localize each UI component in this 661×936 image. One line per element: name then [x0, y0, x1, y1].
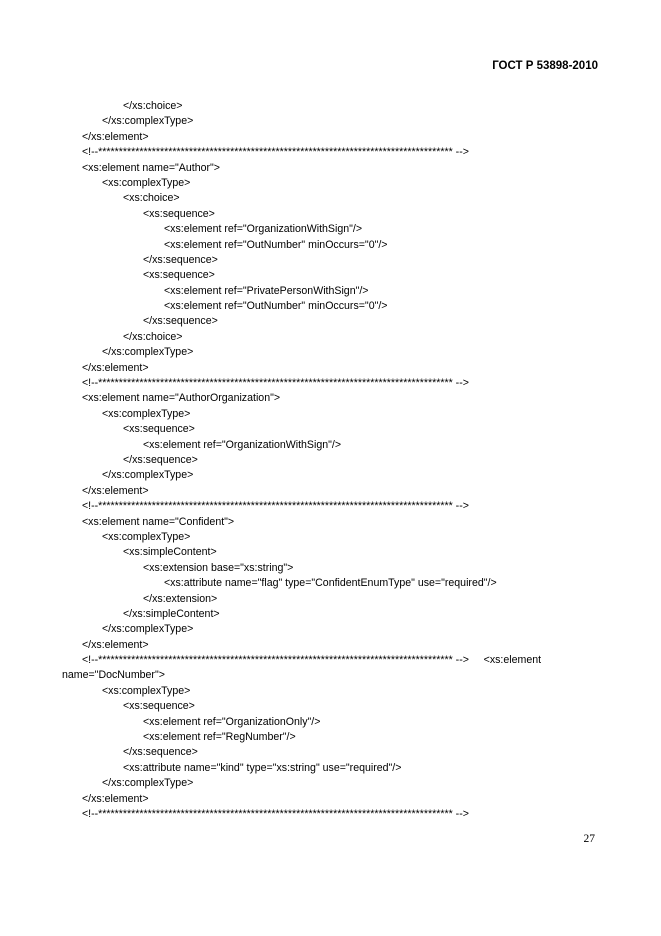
code-line: <xs:sequence> [143, 269, 215, 282]
code-line: </xs:sequence> [123, 453, 198, 466]
code-line: <xs:sequence> [123, 700, 195, 713]
code-line: <xs:extension base="xs:string"> [143, 561, 294, 574]
code-line: <!--************************************************************************************** --> <xs:element [82, 654, 542, 667]
code-line: </xs:complexType> [102, 623, 194, 636]
code-line: <!--************************************************************************************** --> [82, 146, 469, 159]
code-line: <xs:simpleContent> [123, 546, 217, 559]
code-line: <xs:complexType> [102, 176, 191, 189]
code-line: <xs:element ref="PrivatePersonWithSign"/> [164, 284, 369, 297]
code-line: <xs:element ref="RegNumber"/> [143, 731, 296, 744]
code-line: <xs:complexType> [102, 407, 191, 420]
code-line: </xs:sequence> [123, 746, 198, 759]
code-line: <xs:sequence> [123, 423, 195, 436]
code-line: </xs:sequence> [143, 315, 218, 328]
code-line: <xs:element name="Confident"> [82, 515, 235, 528]
code-line: <xs:element ref="OutNumber" minOccurs="0"/> [164, 300, 388, 313]
code-line: <xs:element ref="OrganizationWithSign"/> [164, 223, 363, 236]
code-line: </xs:sequence> [143, 253, 218, 266]
code-line: </xs:element> [82, 792, 149, 805]
code-line: </xs:complexType> [102, 777, 194, 790]
code-line: <xs:complexType> [102, 684, 191, 697]
code-line: </xs:choice> [123, 330, 183, 343]
code-line: </xs:element> [82, 484, 149, 497]
code-line: </xs:choice> [123, 100, 183, 112]
code-line: </xs:element> [82, 638, 149, 651]
code-line: </xs:complexType> [102, 469, 194, 482]
code-line: name="DocNumber"> [62, 669, 165, 682]
code-line: <xs:complexType> [102, 530, 191, 543]
page-number: 27 [583, 833, 595, 845]
xml-code-block [0, 99, 661, 822]
code-line: </xs:extension> [143, 592, 218, 605]
document-header: ГОСТ Р 53898-2010 [492, 60, 598, 72]
code-line: <xs:attribute name="flag" type="ConfidentEnumType" use="required"/> [164, 577, 497, 590]
code-line: <xs:element name="Author"> [82, 161, 220, 174]
code-line: </xs:complexType> [102, 115, 194, 128]
code-line: <!--************************************************************************************** --> [82, 377, 469, 390]
code-line: </xs:element> [82, 130, 149, 143]
code-line: <!--************************************************************************************** --> [82, 500, 469, 513]
code-line: <xs:element name="AuthorOrganization"> [82, 392, 281, 405]
code-line: <!--************************************************************************************** --> [82, 807, 469, 820]
code-line: </xs:simpleContent> [123, 607, 220, 620]
code-line: <xs:sequence> [143, 207, 215, 220]
code-line: <xs:choice> [123, 192, 180, 205]
code-line: </xs:element> [82, 361, 149, 374]
code-line: </xs:complexType> [102, 346, 194, 359]
code-line: <xs:attribute name="kind" type="xs:string" use="required"/> [123, 761, 402, 774]
code-line: <xs:element ref="OrganizationOnly"/> [143, 715, 321, 728]
code-line: <xs:element ref="OutNumber" minOccurs="0"/> [164, 238, 388, 251]
code-line: <xs:element ref="OrganizationWithSign"/> [143, 438, 342, 451]
